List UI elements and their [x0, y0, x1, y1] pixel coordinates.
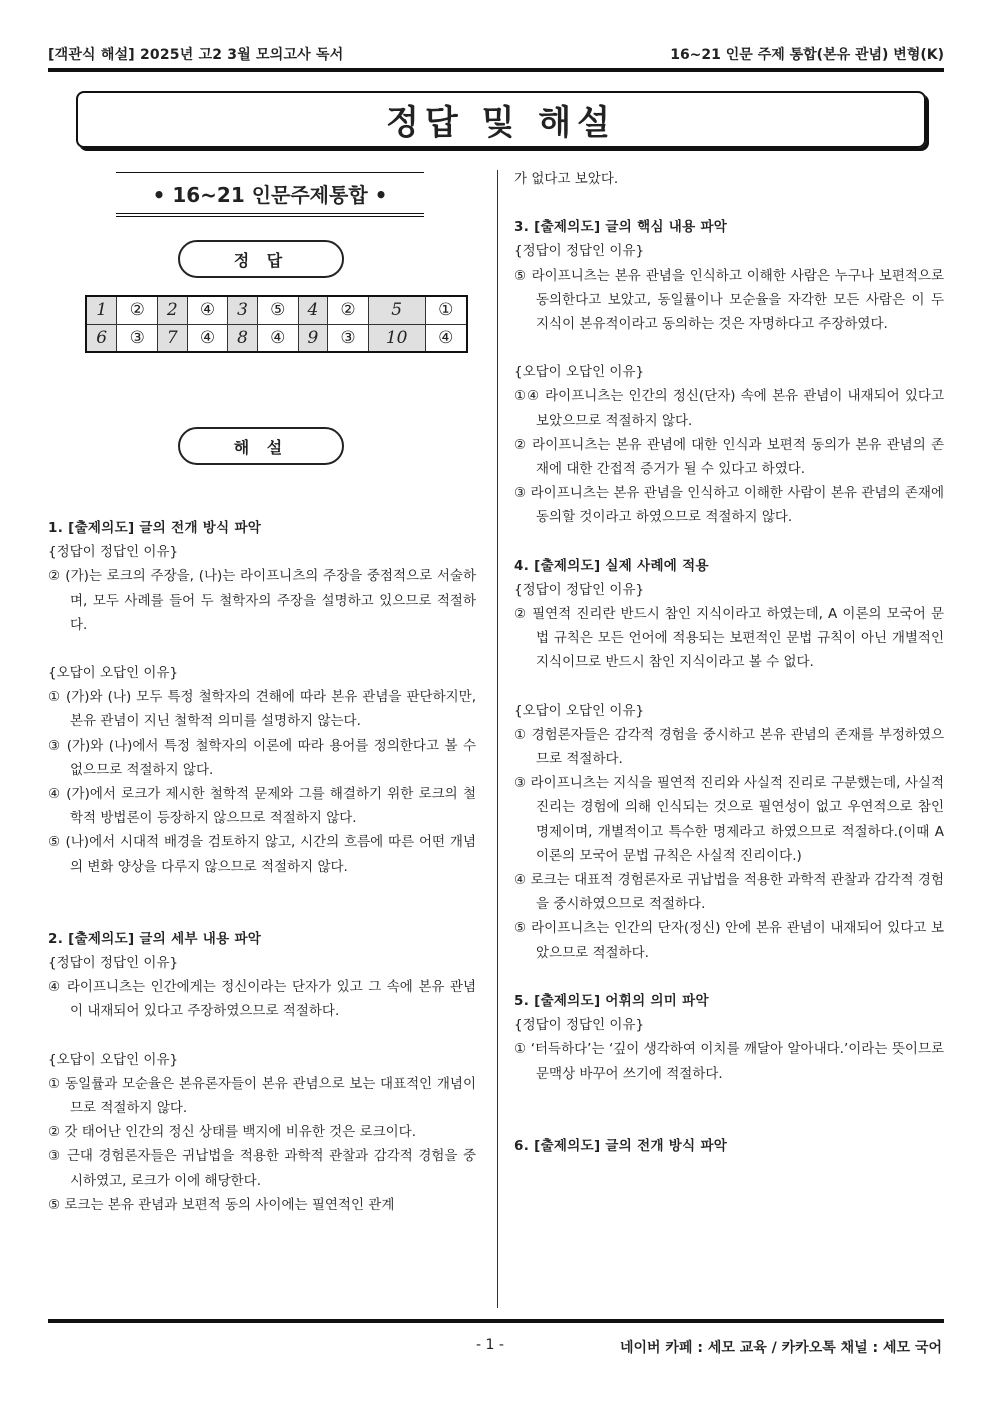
question-heading: 2. [출제의도] 글의 세부 내용 파악: [48, 930, 262, 947]
sub-heading: {오답이 오답인 이유}: [514, 364, 645, 381]
question-number: 2: [158, 296, 188, 324]
footer-rule: [48, 1319, 944, 1323]
question-number: 1: [86, 296, 117, 324]
question-number: 7: [158, 324, 188, 352]
explanation-item: ④ (가)에서 로크가 제시한 철학적 문제와 그를 해결하기 위한 로크의 철학적 방법론이 등장하지 않으므로 적절하지 않다.: [48, 786, 476, 827]
question-number: 9: [298, 324, 328, 352]
explanation-item: ⑤ (나)에서 시대적 배경을 검토하지 않고, 시간의 흐름에 따른 어떤 개념의 변화 양상을 다루지 않으므로 적절하지 않다.: [48, 834, 476, 875]
explanation-item: ② 필연적 진리란 반드시 참인 지식이라고 하였는데, A 이론의 모국어 문법 규칙은 모든 언어에 적용되는 보편적인 문법 규칙이 아닌 개별적인 지식이므로 반드시 참인 지식이라고 볼 수 없다.: [514, 606, 944, 671]
answer-choice: ①: [425, 296, 467, 324]
explanation-item: ③ (가)와 (나)에서 특정 철학자의 이론에 따라 용어를 정의한다고 볼 수 없으므로 적절하지 않다.: [48, 737, 476, 778]
sub-heading: {정답이 정답인 이유}: [514, 1017, 645, 1034]
explanation-item: ⑤ 라이프니츠는 인간의 단자(정신) 안에 본유 관념이 내재되어 있다고 보았으므로 적절하다.: [514, 920, 944, 961]
answer-choice: ⑤: [257, 296, 298, 324]
answer-choice: ②: [117, 296, 158, 324]
left-column: [48, 516, 476, 1217]
explanation-item: ⑤ 로크는 본유 관념과 보편적 동의 사이에는 필연적인 관계: [48, 1196, 395, 1213]
header-left-text: [객관식 해설] 2025년 고2 3월 모의고사 독서: [48, 47, 344, 63]
answer-table: [85, 295, 468, 353]
question-number: 4: [298, 296, 328, 324]
explanation-item: ③ 라이프니츠는 본유 관념을 인식하고 이해한 사람이 본유 관념의 존재에 동의할 것이라고 하였으므로 적절하지 않다.: [514, 485, 944, 526]
explanation-item: ② 라이프니츠는 본유 관념에 대한 인식과 보편적 동의가 본유 관념의 존재에 대한 간접적 증거가 될 수 있다고 하였다.: [514, 436, 944, 478]
answer-choice: ④: [257, 324, 298, 352]
question-number: 5: [368, 296, 425, 324]
explanation-item: ② 갓 태어난 인간의 정신 상태를 백지에 비유한 것은 로크이다.: [48, 1124, 416, 1141]
title-box: [76, 91, 926, 148]
spacer: [514, 965, 944, 989]
sub-heading: {정답이 정답인 이유}: [514, 581, 645, 598]
explanation-item: ①④ 라이프니츠는 인간의 정신(단자) 속에 본유 관념이 내재되어 있다고 보았으므로 적절하지 않다.: [514, 388, 944, 429]
sub-heading: {오답이 오답인 이유}: [48, 1051, 179, 1068]
explanation-item: ③ 라이프니츠는 지식을 필연적 진리와 사실적 진리로 구분했는데, 사실적 진리는 경험에 의해 인식되는 것으로 필연성이 없고 우연적으로 참인 명제이며, 개별적이고 특수한 명제라고 하였으므로 적절하다.(이때 A 이론의 모국어 문법 규칙은 사실적 진리이다.): [514, 775, 944, 864]
question-number: 3: [228, 296, 258, 324]
answer-choice: ③: [328, 324, 369, 352]
explanation-item: ④ 로크는 대표적 경험론자로 귀납법을 적용한 과학적 관찰과 감각적 경험을 중시하였으므로 적절하다.: [514, 872, 944, 913]
spacer: [514, 1086, 944, 1110]
column-divider: [497, 170, 498, 1308]
spacer: [48, 879, 476, 903]
spacer: [514, 1110, 944, 1134]
spacer: [514, 336, 944, 360]
spacer: [48, 1024, 476, 1048]
header-right-text: 16~21 인문 주제 통합(본유 관념) 변형(K): [670, 47, 944, 63]
answers-label: 정 답: [178, 240, 344, 278]
question-number: 6: [86, 324, 117, 352]
sub-heading: {오답이 오답인 이유}: [48, 665, 179, 682]
answer-row: [86, 296, 467, 324]
answer-choice: ②: [328, 296, 369, 324]
explanation-item: ① 동일률과 모순율은 본유론자들이 본유 관념으로 보는 대표적인 개념이므로 적절하지 않다.: [48, 1075, 476, 1117]
section-banner: [116, 172, 424, 214]
explanation-item: 가 없다고 보았다.: [514, 171, 619, 187]
explanation-item: ① ‘터득하다’는 ‘깊이 생각하여 이치를 깨달아 알아내다.’이라는 뜻이므로 문맥상 바꾸어 쓰기에 적절하다.: [514, 1041, 944, 1082]
answer-choice: ④: [187, 296, 228, 324]
spacer: [514, 191, 944, 215]
spacer: [48, 637, 476, 661]
answer-choice: ④: [187, 324, 228, 352]
spacer: [48, 903, 476, 927]
question-heading: 5. [출제의도] 어휘의 의미 파악: [514, 992, 709, 1009]
question-number: 10: [368, 324, 425, 352]
answer-choice: ④: [425, 324, 467, 352]
question-heading: 3. [출제의도] 글의 핵심 내용 파악: [514, 219, 728, 236]
answer-choice: ③: [117, 324, 158, 352]
sub-heading: {오답이 오답인 이유}: [514, 702, 645, 719]
header-rule: [48, 68, 944, 72]
right-column: [514, 167, 944, 1158]
explanation-item: ① 경험론자들은 감각적 경험을 중시하고 본유 관념의 존재를 부정하였으므로 적절하다.: [514, 726, 944, 768]
sub-heading: {정답이 정답인 이유}: [48, 955, 179, 972]
section-title: • 16~21 인문주제통합 •: [152, 182, 388, 207]
question-number: 8: [228, 324, 258, 352]
explanation-item: ① (가)와 (나) 모두 특정 철학자의 견해에 따라 본유 관념을 판단하지만, 본유 관념이 지닌 철학적 의미를 설명하지 않는다.: [48, 689, 476, 730]
footer-credit: 네이버 카페 : 세모 교육 / 카카오톡 채널 : 세모 국어: [619, 1340, 942, 1356]
answer-row: [86, 324, 467, 352]
question-heading: 1. [출제의도] 글의 전개 방식 파악: [48, 520, 262, 536]
question-heading: 4. [출제의도] 실제 사례에 적용: [514, 557, 709, 574]
spacer: [514, 675, 944, 699]
explanation-item: ③ 근대 경험론자들은 귀납법을 적용한 과학적 관찰과 감각적 경험을 중시하였고, 로크가 이에 해당한다.: [48, 1148, 476, 1189]
explanation-item: ② (가)는 로크의 주장을, (나)는 라이프니츠의 주장을 중점적으로 서술하며, 모두 사례를 들어 두 철학자의 주장을 설명하고 있으므로 적절하다.: [48, 568, 476, 633]
sub-heading: {정답이 정답인 이유}: [48, 544, 179, 561]
explanation-item: ⑤ 라이프니츠는 본유 관념을 인식하고 이해한 사람은 누구나 보편적으로 동의한다고 보았고, 동일률이나 모순율을 자각한 모든 사람은 이 두 지식이 본유적이라고 동의하는 것은 자명하다고 주장하였다.: [514, 267, 944, 333]
page-number: - 1 -: [476, 1337, 504, 1353]
explanation-label: 해 설: [178, 427, 344, 465]
spacer: [514, 530, 944, 554]
sub-heading: {정답이 정답인 이유}: [514, 243, 645, 260]
explanation-item: ④ 라이프니츠는 인간에게는 정신이라는 단자가 있고 그 속에 본유 관념이 내재되어 있다고 주장하였으므로 적절하다.: [48, 979, 476, 1020]
question-heading: 6. [출제의도] 글의 전개 방식 파악: [514, 1137, 728, 1154]
page-title: 정답 및 해설: [386, 103, 616, 143]
